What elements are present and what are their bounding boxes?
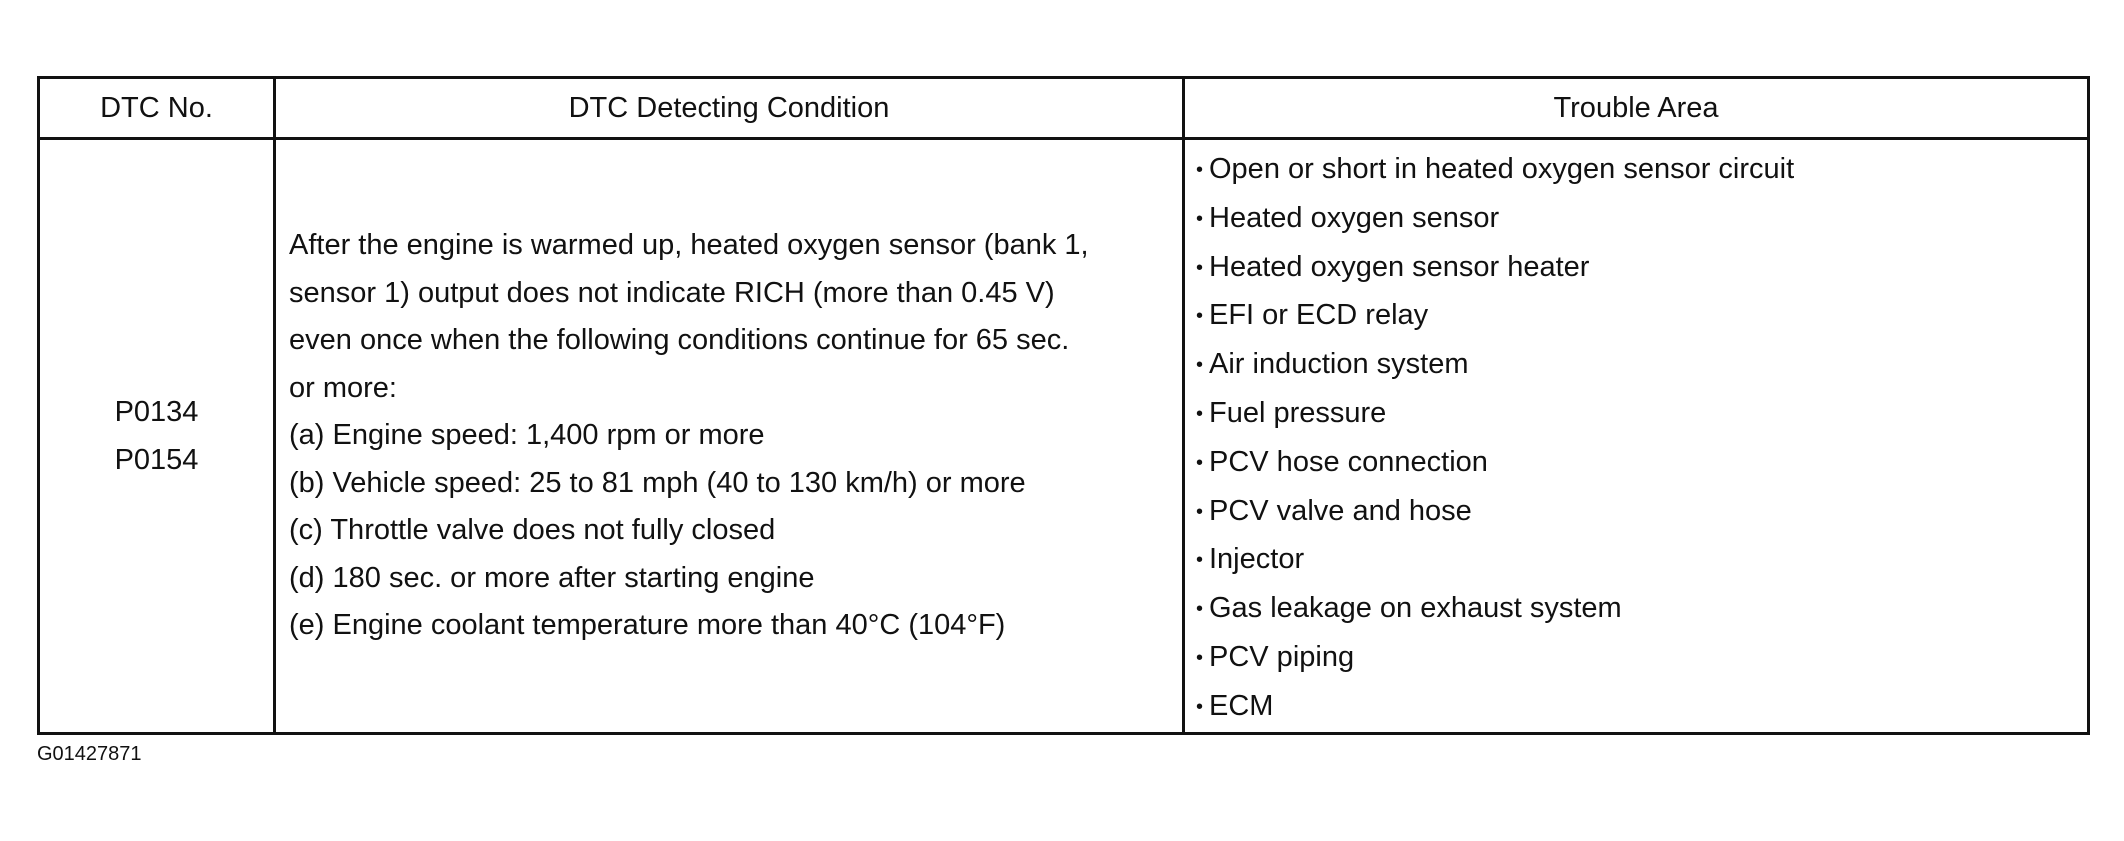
bullet-icon: • (1196, 451, 1204, 474)
list-item (1196, 195, 2077, 244)
bullet-icon: • (1196, 402, 1204, 425)
condition-line: or more: (289, 371, 397, 404)
dtc-codes-cell (39, 139, 275, 734)
bullet-icon: • (1196, 159, 1204, 181)
condition-line: even once when the following conditions continue for 65 sec. (289, 324, 1070, 357)
list-item (1196, 683, 2077, 732)
trouble-area-list (1196, 146, 2077, 732)
condition-line: (a) Engine speed: 1,400 rpm or more (289, 419, 765, 452)
table-row (39, 139, 2089, 734)
bullet-icon: • (1196, 646, 1204, 669)
trouble-area-text: Open or short in heated oxygen sensor circuit (1209, 153, 1795, 185)
trouble-area-text: Fuel pressure (1209, 396, 1387, 429)
bullet-icon: • (1196, 598, 1204, 621)
list-item (1196, 146, 2077, 195)
condition-line: (e) Engine coolant temperature more than 40°C (104°F) (289, 609, 1006, 642)
list-item (1196, 390, 2077, 439)
trouble-area-cell (1184, 139, 2089, 734)
list-item (1196, 634, 2077, 683)
bullet-icon: • (1196, 305, 1204, 328)
list-item (1196, 488, 2077, 537)
list-item (1196, 585, 2077, 634)
condition-line: (c) Throttle valve does not fully closed (289, 514, 776, 547)
condition-line: (d) 180 sec. or more after starting engine (289, 561, 815, 594)
trouble-area-text: Air induction system (1209, 348, 1469, 381)
bullet-icon: • (1196, 500, 1204, 523)
trouble-area-text: Heated oxygen sensor (1209, 201, 1500, 234)
list-item (1196, 244, 2077, 293)
list-item (1196, 536, 2077, 585)
dtc-table (37, 76, 2090, 735)
trouble-area-text: PCV piping (1209, 640, 1355, 673)
bullet-icon: • (1196, 354, 1204, 377)
header-row (39, 78, 2089, 139)
trouble-area-text: EFI or ECD relay (1209, 299, 1429, 332)
list-item (1196, 439, 2077, 488)
trouble-area-text: Injector (1209, 543, 1305, 576)
header-trouble-area: Trouble Area (1184, 78, 2089, 139)
list-item (1196, 292, 2077, 341)
trouble-area-text: PCV valve and hose (1209, 494, 1472, 527)
list-item (1196, 341, 2077, 390)
bullet-icon: • (1196, 695, 1204, 718)
bullet-icon: • (1196, 549, 1204, 572)
dtc-code: P0134 (114, 395, 199, 428)
condition-line: After the engine is warmed up, heated oxygen sensor (bank 1, (289, 229, 1089, 262)
bullet-icon: • (1196, 207, 1204, 230)
detecting-condition-cell (275, 139, 1184, 734)
figure-id-label: G01427871 (37, 743, 142, 765)
trouble-area-text: Heated oxygen sensor heater (1209, 250, 1590, 283)
bullet-icon: • (1196, 256, 1204, 279)
header-dtc-no: DTC No. (39, 78, 275, 139)
trouble-area-text: ECM (1209, 689, 1274, 722)
condition-line: sensor 1) output does not indicate RICH (more than 0.45 V) (289, 276, 1055, 309)
trouble-area-text: PCV hose connection (1209, 445, 1488, 478)
dtc-code: P0154 (114, 443, 199, 476)
trouble-area-text: Gas leakage on exhaust system (1209, 592, 1622, 625)
header-detecting-condition: DTC Detecting Condition (275, 78, 1184, 139)
condition-line: (b) Vehicle speed: 25 to 81 mph (40 to 130 km/h) or more (289, 466, 1026, 499)
